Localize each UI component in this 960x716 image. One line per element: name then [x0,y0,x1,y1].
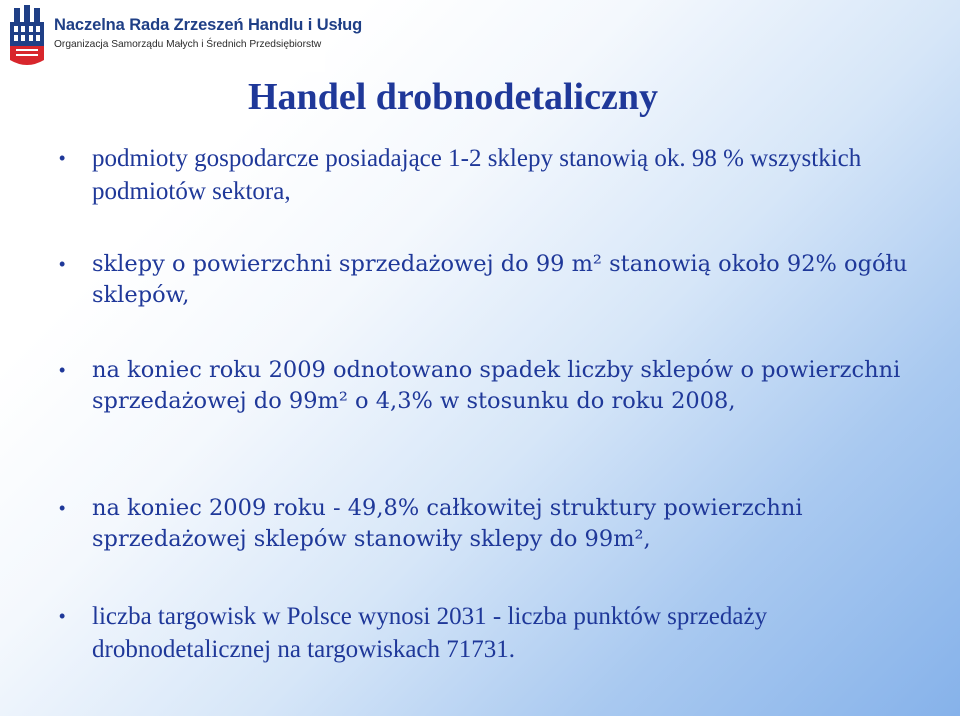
bullet-text: podmioty gospodarcze posiadające 1-2 sklepy stanowią ok. 98 % wszystkich podmiotów sektora, [92,145,862,205]
bullet-item [59,493,952,555]
bullet-item [59,600,952,666]
bullet-item [59,142,952,208]
org-name: Naczelna Rada Zrzeszeń Handlu i Usług [54,16,363,34]
bullet-text: liczba targowisk w Polsce wynosi 2031 - liczba punktów sprzedaży drobnodetalicznej na targowiskach 71731. [92,603,768,663]
bullet-dot-icon: • [59,498,66,518]
bullet-text: sklepy o powierzchni sprzedażowej do 99 m² stanowią około 92% ogółu sklepów, [92,251,908,308]
nrzhiu-emblem-icon [6,4,48,70]
slide-title: Handel drobnodetaliczny [248,76,658,118]
bullet-dot-icon: • [59,148,66,168]
bullet-item [59,355,952,417]
bullet-dot-icon: • [59,606,66,626]
org-subtitle: Organizacja Samorządu Małych i Średnich Przedsiębiorstw [54,39,322,50]
bullet-text: na koniec 2009 roku - 49,8% całkowitej struktury powierzchni sprzedażowej sklepów stanowiły sklepy do 99m², [92,495,803,552]
bullet-item [59,249,952,311]
header-logo [0,0,363,72]
bullet-dot-icon: • [59,254,66,274]
bullet-text: na koniec roku 2009 odnotowano spadek liczby sklepów o powierzchni sprzedażowej do 99m² o 4,3% w stosunku do roku 2008, [92,357,901,414]
bullet-dot-icon: • [59,360,66,380]
